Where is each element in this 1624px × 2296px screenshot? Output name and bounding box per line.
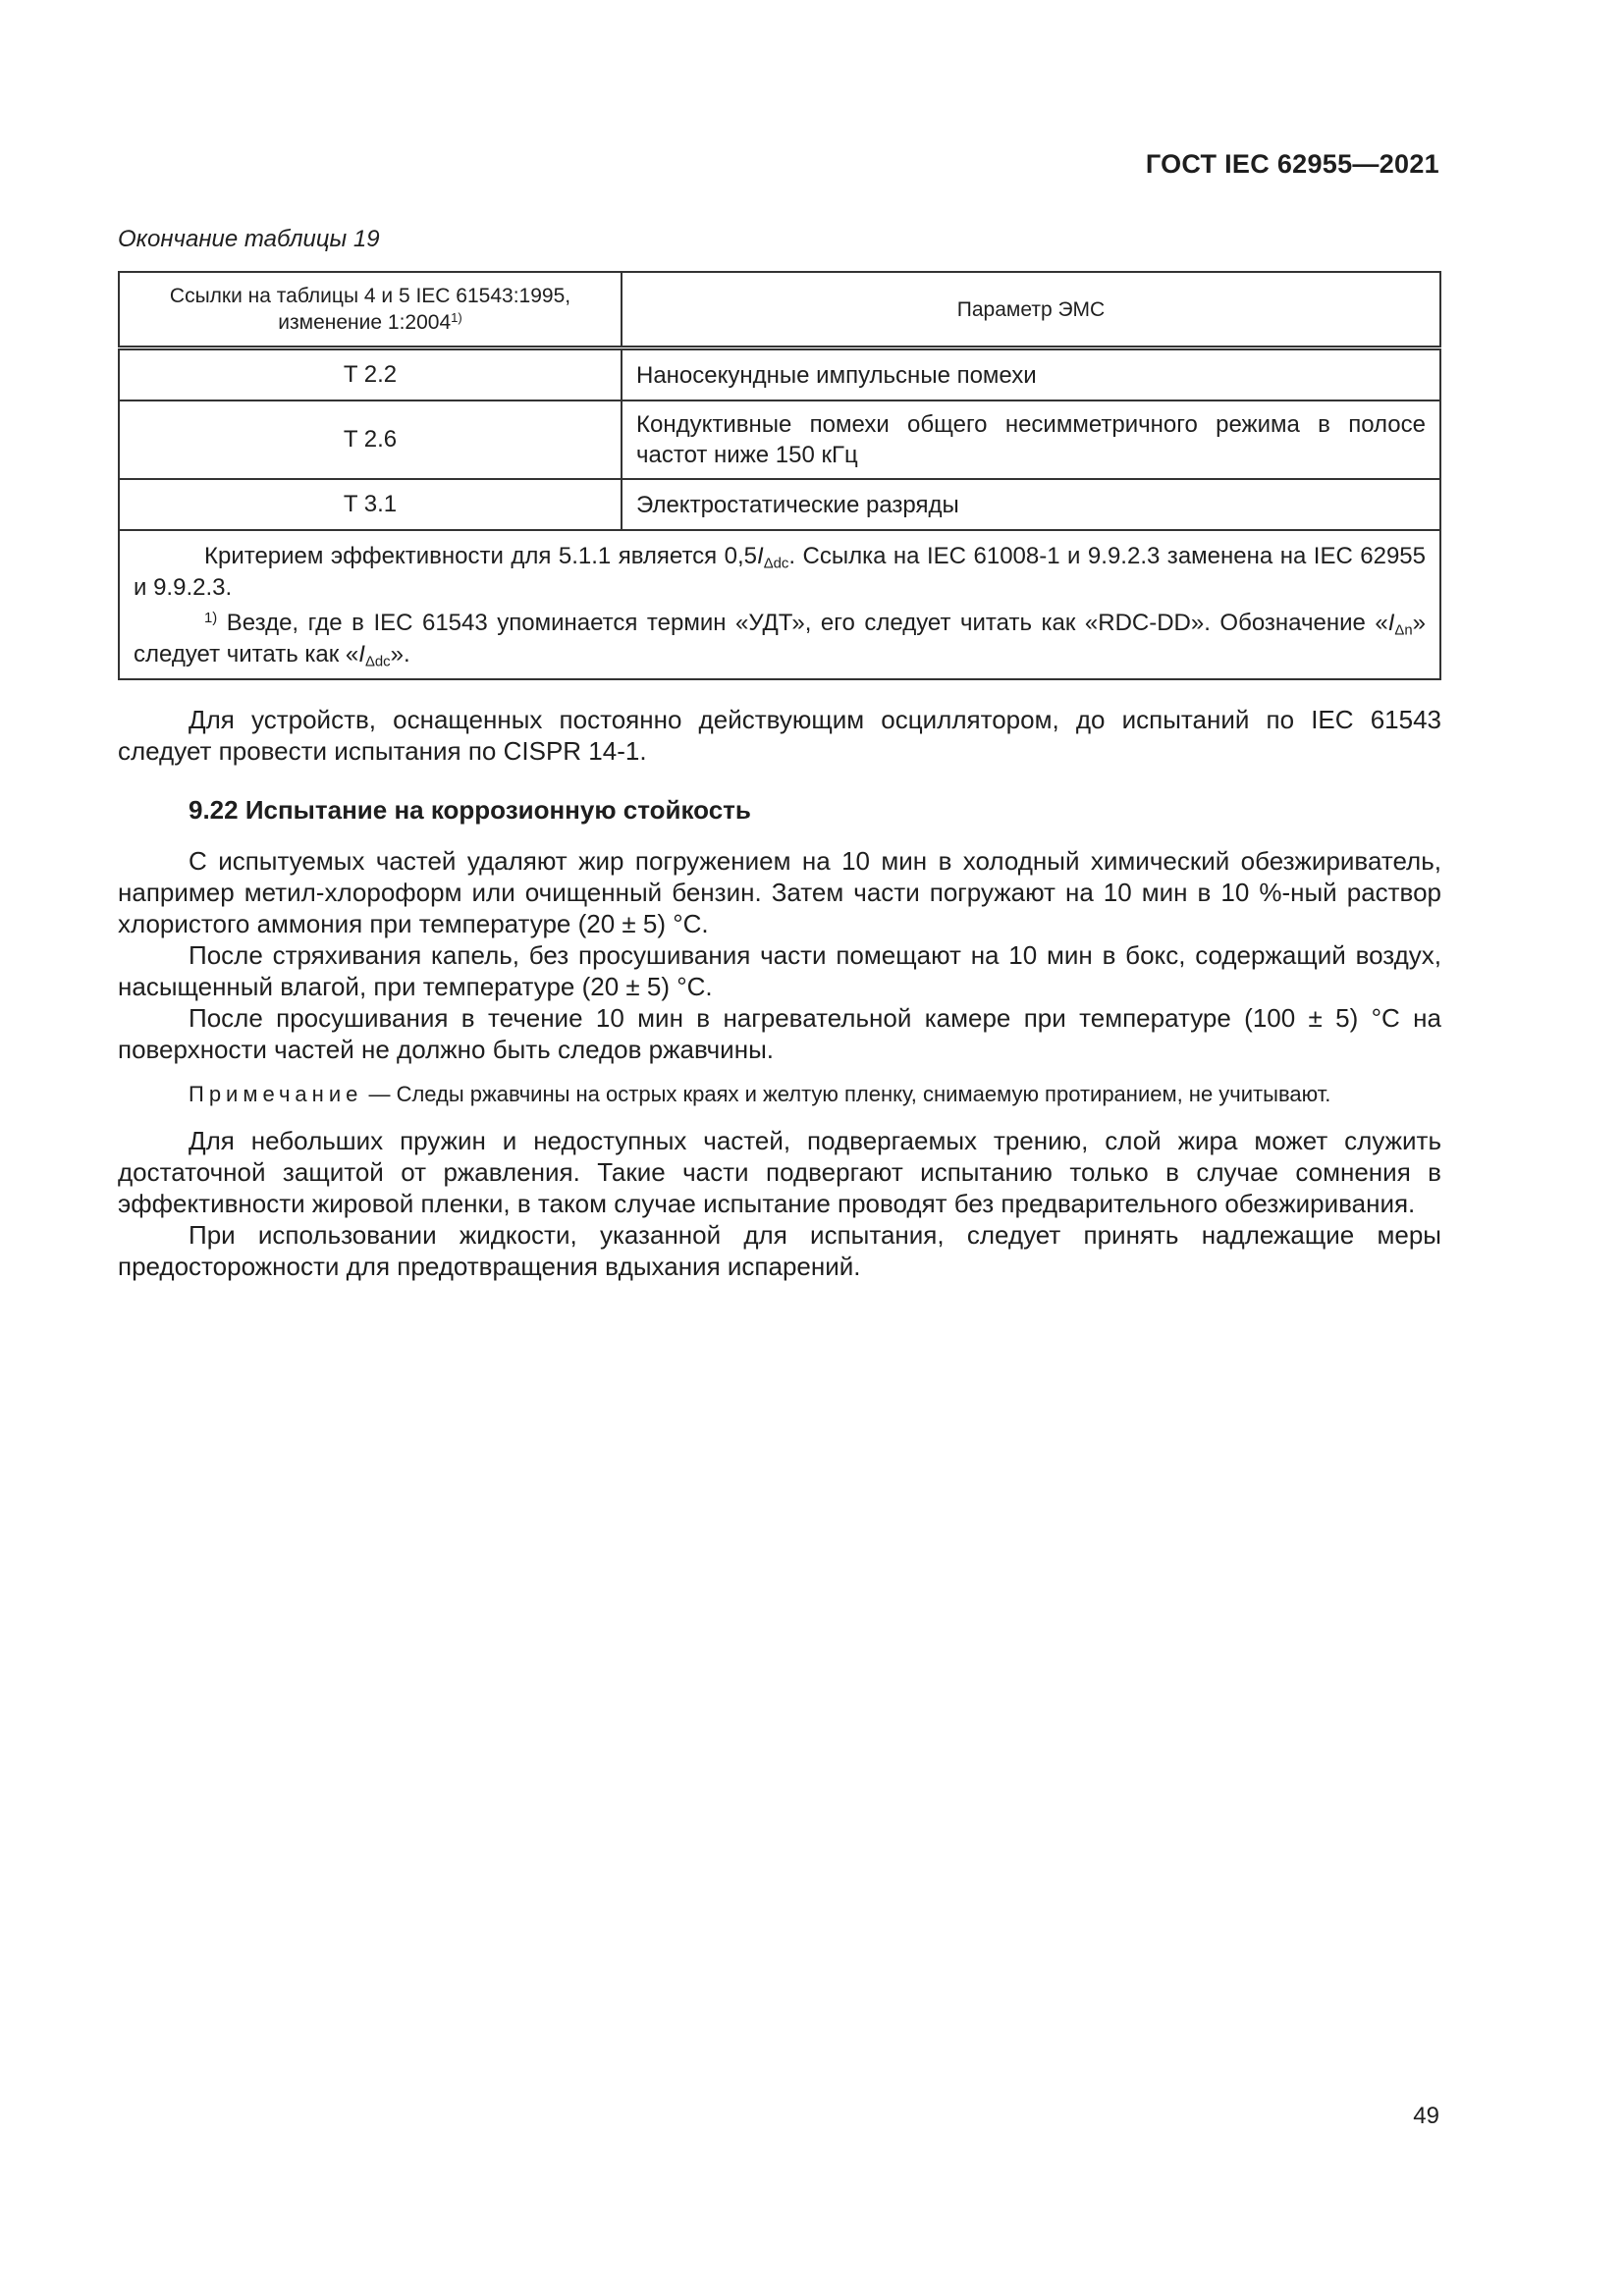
remark-text: — Следы ржавчины на острых краях и желтую пленку, снимаемую протиранием, не учитывают.	[362, 1082, 1331, 1106]
table-footnote: $^{1)}$ Везде, где в IEC 61543 упоминается термин «УДТ», его следует читать как «RDC-DD». Обозначение «$I_{\Delta n}$» следует читать как «$I_{\Delta dc}$».	[134, 610, 1426, 670]
param-cell: Электростатические разряды	[622, 479, 1440, 530]
paragraph: После просушивания в течение 10 мин в нагревательной камере при температуре (100 ± 5) °С на поверхности частей не должно быть следов ржавчины.	[118, 1003, 1441, 1064]
table-header-row	[119, 272, 1440, 348]
page-number: 49	[1413, 2103, 1439, 2129]
body-text	[118, 704, 1441, 767]
table-notes-row	[119, 530, 1440, 679]
param-cell: Кондуктивные помехи общего несимметричного режима в полосе частот ниже 150 кГц	[622, 400, 1440, 479]
section-heading: 9.22 Испытание на коррозионную стойкость	[189, 795, 751, 825]
remark-label: Примечание	[189, 1082, 363, 1106]
remark	[118, 1079, 1441, 1109]
table-row	[119, 348, 1440, 401]
table-row	[119, 479, 1440, 530]
emc-table	[118, 271, 1441, 680]
paragraph: С испытуемых частей удаляют жир погружением на 10 мин в холодный химический обезжириватель, например метил-хлороформ или очищенный бензин. Затем части погружают на 10 мин в 10 %-ный раствор хлористого аммония при температуре (20 ± 5) °С.	[118, 846, 1441, 938]
paragraph: При использовании жидкости, указанной для испытания, следует принять надлежащие меры предосторожности для предотвращения вдыхания испарений.	[118, 1220, 1441, 1281]
paragraph: После стряхивания капель, без просушивания части помещают на 10 мин в бокс, содержащий воздух, насыщенный влагой, при температуре (20 ± 5) °С.	[118, 940, 1441, 1001]
section-block	[118, 794, 1441, 1282]
col1-header: Ссылки на таблицы 4 и 5 IEC 61543:1995, изменение 1:2004$^{1)}$	[119, 272, 622, 348]
table-notes	[119, 530, 1440, 679]
table-caption: Окончание таблицы 19	[118, 226, 380, 252]
paragraph: Для устройств, оснащенных постоянно действующим осциллятором, до испытаний по IEC 61543 следует провести испытания по CISPR 14-1.	[118, 705, 1441, 766]
footnote-ref: 1)	[451, 309, 462, 325]
paragraph: Для небольших пружин и недоступных частей, подвергаемых трению, слой жира может служить достаточной защитой от ржавления. Такие части подвергают испытанию только в случае сомнения в эффективности жировой пленки, в таком случае испытание проводят без предварительного обезжиривания.	[118, 1126, 1441, 1218]
table-row	[119, 400, 1440, 479]
param-cell: Наносекундные импульсные помехи	[622, 348, 1440, 401]
document-code: ГОСТ IEC 62955—2021	[1145, 149, 1439, 179]
ref-cell: T 2.6	[119, 400, 622, 479]
table-note-criterion: Критерием эффективности для 5.1.1 является $0,5I_{\Delta dc}$. Ссылка на IEC 61008-1 и 9.9.2.3 заменена на IEC 62955 и 9.9.2.3.	[134, 543, 1426, 601]
col2-header: Параметр ЭМС	[622, 272, 1440, 348]
ref-cell: T 3.1	[119, 479, 622, 530]
ref-cell: T 2.2	[119, 348, 622, 401]
